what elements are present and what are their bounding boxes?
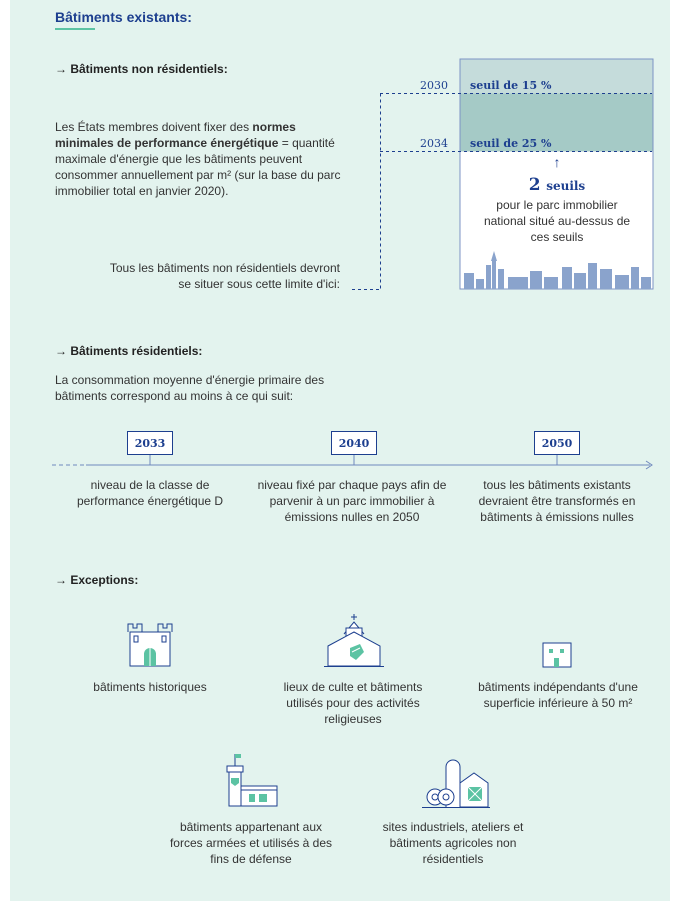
- arrow-up-icon: ↑: [553, 154, 561, 170]
- seuils-count: 2 seuils: [528, 175, 586, 195]
- exception-label-military: bâtiments appartenant aux forces armées et utilisés à des fins de défense: [169, 820, 333, 866]
- residential-heading: → Bâtiments résidentiels:: [55, 344, 203, 358]
- timeline-year-2050: 2050: [534, 431, 580, 455]
- threshold-label-15: seuil de 15 %: [470, 79, 552, 92]
- timeline-axis: [50, 455, 660, 475]
- exception-label-small: bâtiments indépendants d'une superficie inférieure à 50 m²: [478, 680, 638, 710]
- farm-icon: [420, 755, 492, 810]
- timeline-text-2050: tous les bâtiments existants devraient être transformés en bâtiments à émissions nulles: [478, 478, 636, 524]
- non-residential-heading: → Bâtiments non résidentiels:: [55, 62, 228, 76]
- residential-intro: La consommation moyenne d'énergie primaire des bâtiments correspond au moins à ce qui suit:: [55, 373, 325, 403]
- title-underline: [55, 28, 95, 30]
- limit-note: Tous les bâtiments non résidentiels devront se situer sous cette limite d'ici:: [109, 261, 340, 291]
- exception-label-historic: bâtiments historiques: [93, 680, 207, 694]
- page-title: Bâtiments existants:: [55, 9, 192, 25]
- threshold-label-25: seuil de 25 %: [470, 137, 552, 150]
- castle-icon: [125, 620, 177, 670]
- timeline-year-2033: 2033: [127, 431, 173, 455]
- church-icon: [322, 612, 386, 670]
- non-residential-description: Les États membres doivent fixer des normes minimales de performance énergétique = quantité maximale d'énergie que les bâtiments peuvent consommer annuellement par m² (sur la base du parc immobilier total en janvier 2020).: [55, 120, 341, 198]
- seuils-description: pour le parc immobilier national situé au-dessus de ces seuils: [483, 198, 631, 244]
- timeline-text-2033: niveau de la classe de performance énergétique D: [76, 478, 224, 508]
- military-building-icon: [223, 752, 283, 810]
- small-house-icon: [540, 640, 574, 670]
- timeline-text-2040: niveau fixé par chaque pays afin de parvenir à un parc immobilier à émissions nulles en 2050: [257, 478, 447, 524]
- exception-label-farm: sites industriels, ateliers et bâtiments agricoles non résidentiels: [382, 820, 524, 866]
- exceptions-heading: → Exceptions:: [55, 573, 139, 587]
- threshold-year-2030: 2030: [420, 79, 448, 92]
- timeline-year-2040: 2040: [331, 431, 377, 455]
- threshold-year-2034: 2034: [420, 137, 448, 150]
- exception-label-religious: lieux de culte et bâtiments utilisés pour des activités religieuses: [283, 680, 423, 726]
